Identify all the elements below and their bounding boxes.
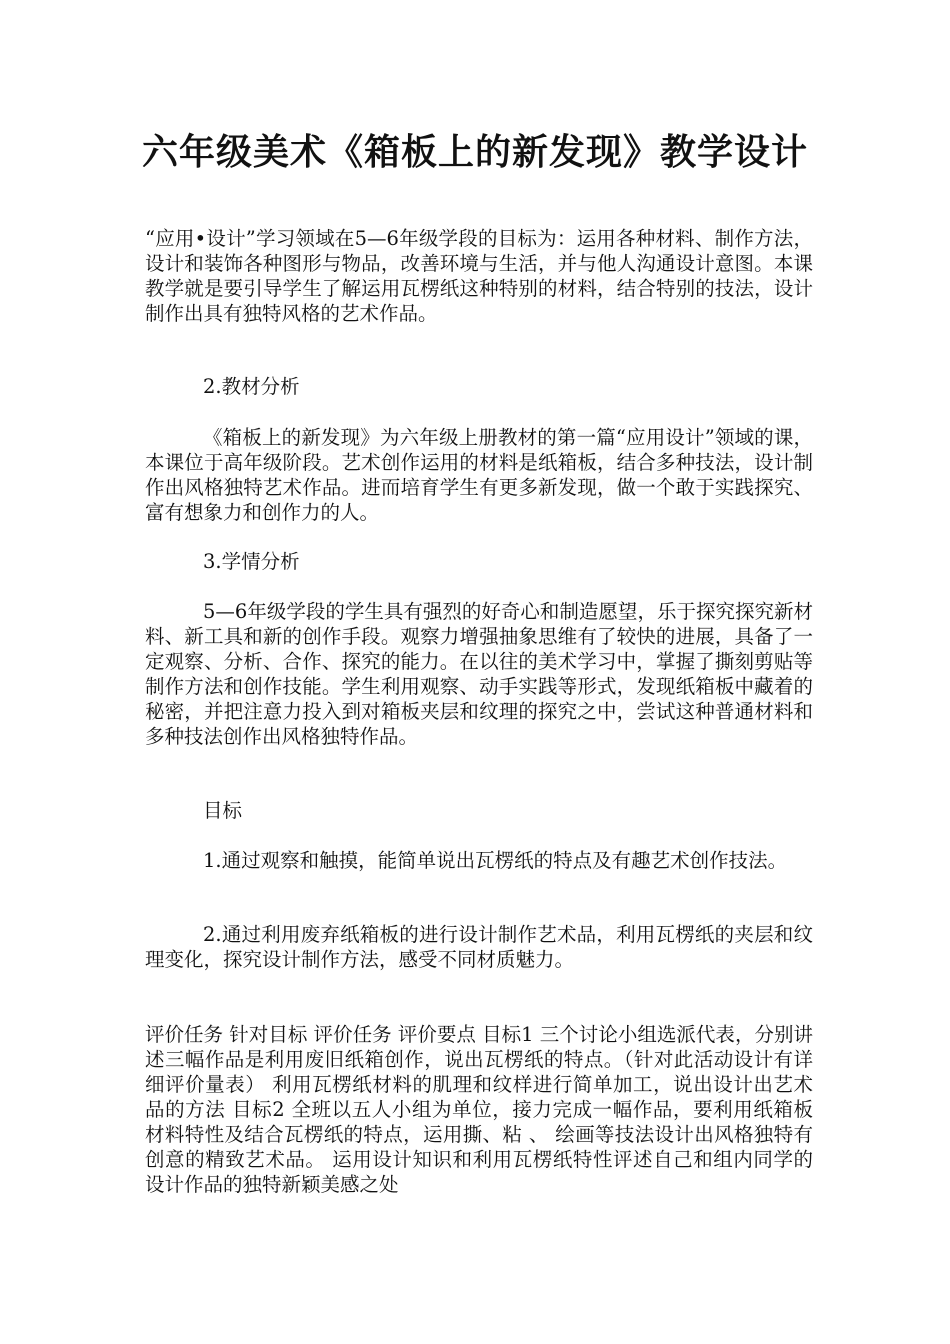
intro-paragraph: “应用•设计”学习领域在5—6年级学段的目标为：运用各种材料、制作方法，设计和装饰各种图形与物品，改善环境与生活，并与他人沟通设计意图。本课教学就是要引导学生了解运用瓦楞纸这种特别的材料，结合特别的技法，设计制作出具有独特风格的艺术作品。 — [145, 227, 813, 325]
evaluation-paragraph: 评价任务 针对目标 评价任务 评价要点 目标1 三个讨论小组选派代表，分别讲述三幅作品是利用废旧纸箱创作，说出瓦楞纸的特点。（针对此活动设计有详细评价量表） 利用瓦楞纸材料的肌理和纹样进行简单加工，说出设计出艺术品的方法 目标2 全班以五人小组为单位，接力完成一幅作品，要利用纸箱板材料特性及结合瓦楞纸的特点，运用撕、粘 、 绘画等技法设计出风格独特有创意的精致艺术品。 运用设计知识和利用瓦楞纸特性评述自己和组内同学的设计作品的独特新颖美感之处 — [145, 1023, 813, 1196]
section-heading-textbook-analysis: 2.教材分析 — [203, 375, 300, 398]
goal-2-paragraph: 2.通过利用废弃纸箱板的进行设计制作艺术品，利用瓦楞纸的夹层和纹理变化，探究设计制作方法，感受不同材质魅力。 — [145, 923, 813, 971]
textbook-analysis-paragraph: 《箱板上的新发现》为六年级上册教材的第一篇“应用设计”领域的课，本课位于高年级阶段。艺术创作运用的材料是纸箱板，结合多种技法，设计制作出风格独特艺术作品。进而培育学生有更多新发现，做一个敢于实践探究、富有想象力和创作力的人。 — [145, 426, 813, 524]
goal-1-paragraph: 1.通过观察和触摸，能简单说出瓦楞纸的特点及有趣艺术创作技法。 — [203, 849, 788, 872]
student-analysis-paragraph: 5—6年级学段的学生具有强烈的好奇心和制造愿望，乐于探究探究新材料、新工具和新的创作手段。观察力增强抽象思维有了较快的进展，具备了一定观察、分析、合作、探究的能力。在以往的美术学习中，掌握了撕刻剪贴等制作方法和创作技能。学生利用观察、动手实践等形式，发现纸箱板中藏着的秘密，并把注意力投入到对箱板夹层和纹理的探究之中，尝试这种普通材料和多种技法创作出风格独特作品。 — [145, 600, 813, 748]
section-heading-goals: 目标 — [203, 799, 243, 822]
section-heading-student-analysis: 3.学情分析 — [203, 550, 300, 573]
document-title: 六年级美术《箱板上的新发现》教学设计 — [141, 132, 808, 173]
